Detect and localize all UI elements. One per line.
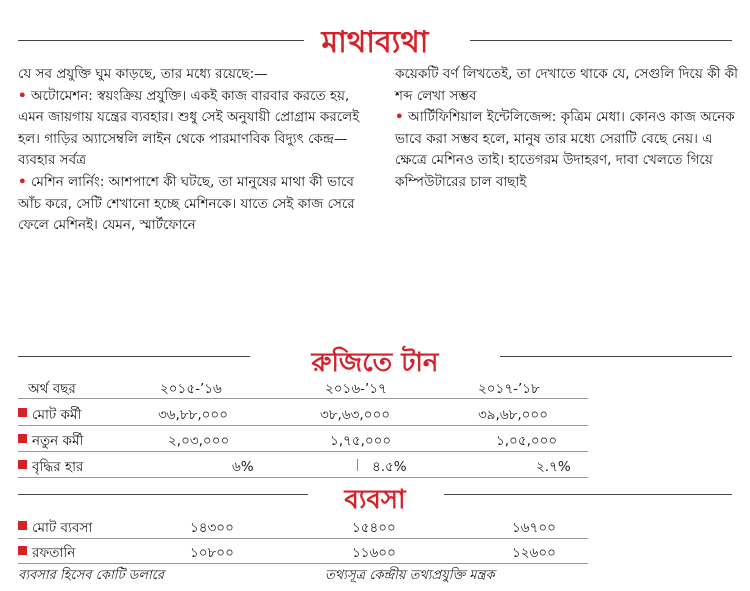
table-row [0,542,750,564]
cell-value: ১৫৪০০ [352,520,396,536]
item-lead: আর্টিফিশিয়াল ইন্টেলিজেন্স: [407,109,557,126]
bullet-icon: • [395,109,404,126]
bullet-square-icon [18,546,27,555]
row-divider [18,425,588,426]
cell-value: ৪.৫% [372,459,407,475]
table-row [0,517,750,539]
item-lead: মেশিন লার্নিং: [30,173,105,190]
fiscal-year-label: অর্থ বছর [28,381,76,397]
bullet-square-icon [18,408,27,417]
row-label: মোট কর্মী [32,407,82,423]
year-col-3: ২০১৭-’১৮ [478,381,540,397]
cell-value: ৩৯,৬৮,০০০ [478,407,548,423]
right-column [395,64,740,194]
cell-value: ৬% [232,459,254,475]
bullet-icon: • [18,173,27,190]
bullet-icon: • [18,87,27,104]
column-separator [357,459,358,471]
continuation-paragraph: কয়েকটি বর্ণ লিখতেই, তা দেখাতে থাকে যে, সেগুলি দিয়ে কী কী শব্দ লেখা সম্ভব [395,66,738,104]
cell-value: ১৪৩০০ [190,520,234,536]
employment-header-row [0,378,750,400]
table-row [0,430,750,452]
row-divider [18,451,588,452]
item-machine-learning [18,172,370,237]
item-lead: অটোমেশন: [30,87,93,104]
cell-value: ৩৮,৬৩,০০০ [320,407,391,423]
item-automation [18,86,370,172]
business-heading: ব্যবসা [344,485,406,515]
item-text: স্বয়ংক্রিয় প্রযুক্তি। একই কাজ বারবার করতে হয়, এমন জায়গায় যন্ত্রের ব্যবহার। শুধু সেই অনুযায়ী প্রোগ্রাম করলেই হল। গাড়ির অ্যাসেম্বলি লাইন থেকে পারমাণবিক বিদ্যুৎ কেন্দ্র— ব্যবহার সর্বত্র [18,87,360,169]
row-divider [18,477,588,478]
year-col-1: ২০১৫-’১৬ [160,381,222,397]
row-label: রফতানি [32,545,76,561]
employment-heading: রুজিতে টান [311,348,439,378]
cell-value: ১০৮০০ [190,545,234,561]
row-divider [18,563,588,564]
cell-value: ২.৭% [536,459,571,475]
cell-value: ১,৭৫,০০০ [330,433,392,449]
cell-value: ১৬৭০০ [512,520,556,536]
item-artificial-intelligence [395,107,740,193]
footer-source: তথ্যসূত্র কেন্দ্রীয় তথ্যপ্রযুক্তি মন্ত্রক [325,568,495,583]
year-col-2: ২০১৬-’১৭ [325,381,387,397]
cell-value: ১,০৫,০০০ [496,433,558,449]
footer-note: ব্যবসার হিসেব কোটি ডলারে [18,568,165,583]
row-label: বৃদ্ধির হার [32,459,84,475]
table-row [0,404,750,426]
page-title: মাথাব্যথা [321,25,429,60]
table-row [0,456,750,478]
cell-value: ১২৬০০ [512,545,556,561]
item-text: আশপাশে কী ঘটছে, তা মানুষের মাথা কী ভাবে আঁচ করে, সেটি শেখানো হচ্ছে মেশিনকে। যাতে সেই কাজ সেরে ফেলে মেশিনই। যেমন, স্মার্টফোনে [18,173,355,234]
header-underline [18,398,588,399]
cell-value: ১১৬০০ [352,545,396,561]
left-column [18,64,370,237]
cell-value: ২,০৩,০০০ [168,433,230,449]
cell-value: ৩৬,৮৮,০০০ [158,407,228,423]
row-label: নতুন কর্মী [32,433,84,449]
bullet-square-icon [18,460,27,469]
intro-paragraph: যে সব প্রযুক্তি ঘুম কাড়ছে, তার মধ্যে রয়েছে:— [18,66,268,82]
item-text: কৃত্রিম মেধা। কোনও কাজ অনেক ভাবে করা সম্ভব হলে, মানুষ তার মধ্যে সেরাটি বেছে নেয়। এ ক্ষেত্রে মেশিনও তাই। হাতেগরম উদাহরণ, দাবা খেলতে গিয়ে কম্পিউটারের চাল বাছাই [395,109,735,190]
bullet-square-icon [18,434,27,443]
row-label: মোট ব্যবসা [32,520,93,536]
bullet-square-icon [18,521,27,530]
row-divider [18,538,588,539]
